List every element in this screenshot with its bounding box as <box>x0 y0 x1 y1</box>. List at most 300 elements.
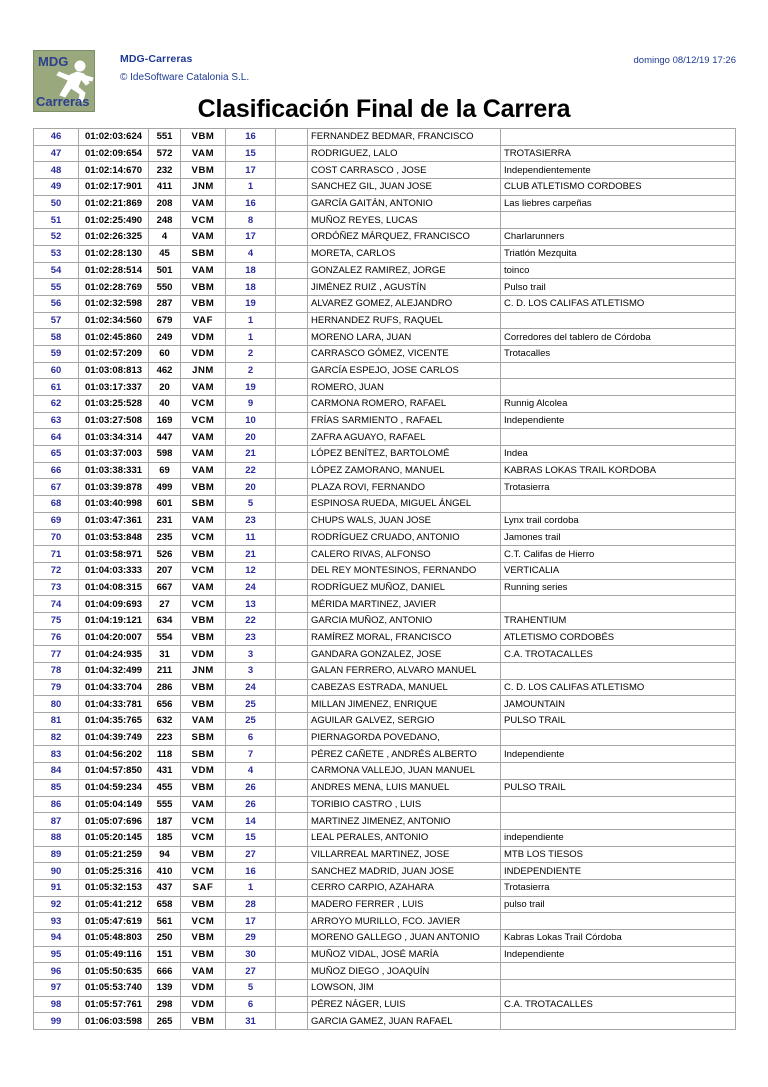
cell-category: JNM <box>181 362 226 379</box>
cell-club <box>501 429 736 446</box>
cell-position: 94 <box>34 930 79 947</box>
brand-name: MDG-Carreras <box>120 53 193 65</box>
table-row <box>34 562 736 579</box>
cell-club: TROTASIERRA <box>501 145 736 162</box>
cell-blank <box>276 896 308 913</box>
table-row <box>34 930 736 947</box>
cell-blank <box>276 162 308 179</box>
cell-club <box>501 813 736 830</box>
cell-position: 98 <box>34 996 79 1013</box>
cell-blank <box>276 312 308 329</box>
cell-category-position: 13 <box>226 596 276 613</box>
cell-runner-name: LEAL PERALES, ANTONIO <box>308 829 501 846</box>
cell-time: 01:02:17:901 <box>79 179 149 196</box>
cell-runner-name: DEL REY MONTESINOS, FERNANDO <box>308 562 501 579</box>
cell-time: 01:02:32:598 <box>79 295 149 312</box>
cell-dorsal: 431 <box>149 763 181 780</box>
cell-dorsal: 601 <box>149 496 181 513</box>
cell-position: 68 <box>34 496 79 513</box>
cell-category-position: 19 <box>226 295 276 312</box>
table-row <box>34 479 736 496</box>
cell-runner-name: HERNANDEZ RUFS, RAQUEL <box>308 312 501 329</box>
cell-club: KABRAS LOKAS TRAIL KORDOBA <box>501 462 736 479</box>
cell-time: 01:04:08:315 <box>79 579 149 596</box>
cell-position: 58 <box>34 329 79 346</box>
cell-dorsal: 169 <box>149 412 181 429</box>
cell-category-position: 17 <box>226 913 276 930</box>
cell-position: 67 <box>34 479 79 496</box>
cell-category: VCM <box>181 562 226 579</box>
cell-time: 01:02:28:514 <box>79 262 149 279</box>
cell-time: 01:03:34:314 <box>79 429 149 446</box>
cell-time: 01:03:25:528 <box>79 396 149 413</box>
table-row <box>34 746 736 763</box>
cell-dorsal: 298 <box>149 996 181 1013</box>
cell-dorsal: 462 <box>149 362 181 379</box>
cell-category-position: 14 <box>226 813 276 830</box>
cell-dorsal: 139 <box>149 980 181 997</box>
table-row <box>34 596 736 613</box>
cell-category: VAM <box>181 379 226 396</box>
cell-runner-name: VILLARREAL MARTINEZ, JOSE <box>308 846 501 863</box>
cell-runner-name: PLAZA ROVI, FERNANDO <box>308 479 501 496</box>
table-row <box>34 863 736 880</box>
cell-club <box>501 1013 736 1030</box>
cell-category: VBM <box>181 612 226 629</box>
cell-category: VCM <box>181 412 226 429</box>
cell-dorsal: 223 <box>149 729 181 746</box>
table-row <box>34 963 736 980</box>
cell-blank <box>276 562 308 579</box>
table-row <box>34 1013 736 1030</box>
cell-dorsal: 20 <box>149 379 181 396</box>
cell-runner-name: SANCHEZ MADRID, JUAN JOSE <box>308 863 501 880</box>
cell-time: 01:04:19:121 <box>79 612 149 629</box>
cell-dorsal: 60 <box>149 345 181 362</box>
cell-position: 69 <box>34 512 79 529</box>
cell-dorsal: 550 <box>149 279 181 296</box>
cell-category: VBM <box>181 779 226 796</box>
table-row <box>34 629 736 646</box>
cell-category: VAM <box>181 446 226 463</box>
cell-time: 01:05:20:145 <box>79 829 149 846</box>
cell-dorsal: 4 <box>149 229 181 246</box>
table-row <box>34 663 736 680</box>
cell-position: 49 <box>34 179 79 196</box>
cell-time: 01:04:59:234 <box>79 779 149 796</box>
cell-category-position: 27 <box>226 846 276 863</box>
cell-club: Indea <box>501 446 736 463</box>
cell-category-position: 10 <box>226 412 276 429</box>
cell-runner-name: PÉREZ NÁGER, LUIS <box>308 996 501 1013</box>
table-row <box>34 279 736 296</box>
cell-category: VBM <box>181 946 226 963</box>
cell-category: VDM <box>181 345 226 362</box>
cell-position: 71 <box>34 546 79 563</box>
cell-club <box>501 362 736 379</box>
cell-category-position: 3 <box>226 646 276 663</box>
cell-runner-name: FERNANDEZ BEDMAR, FRANCISCO <box>308 129 501 146</box>
cell-blank <box>276 396 308 413</box>
cell-position: 90 <box>34 863 79 880</box>
cell-blank <box>276 179 308 196</box>
cell-category: VBM <box>181 896 226 913</box>
cell-club: C.A. TROTACALLES <box>501 646 736 663</box>
cell-category: VAM <box>181 429 226 446</box>
cell-runner-name-overflow <box>311 744 402 746</box>
cell-position: 59 <box>34 345 79 362</box>
cell-category-position: 27 <box>226 963 276 980</box>
cell-time: 01:05:41:212 <box>79 896 149 913</box>
cell-club: Charlarunners <box>501 229 736 246</box>
table-row <box>34 262 736 279</box>
cell-category: SAF <box>181 879 226 896</box>
cell-position: 77 <box>34 646 79 663</box>
cell-position: 47 <box>34 145 79 162</box>
cell-position: 95 <box>34 946 79 963</box>
cell-time: 01:02:03:624 <box>79 129 149 146</box>
cell-category-position: 19 <box>226 379 276 396</box>
cell-time: 01:02:28:130 <box>79 245 149 262</box>
cell-dorsal: 185 <box>149 829 181 846</box>
cell-blank <box>276 713 308 730</box>
results-table <box>33 128 736 1030</box>
cell-runner-name: GONZALEZ RAMIREZ, JORGE <box>308 262 501 279</box>
cell-runner-name: CARMONA ROMERO, RAFAEL <box>308 396 501 413</box>
cell-club: VERTICALIA <box>501 562 736 579</box>
cell-runner-name: MUÑOZ DIEGO , JOAQUÍN <box>308 963 501 980</box>
cell-runner-name: MORETA, CARLOS <box>308 245 501 262</box>
cell-runner-name: AGUILAR GALVEZ, SERGIO <box>308 713 501 730</box>
logo-bottom-text: Carreras <box>36 94 90 109</box>
cell-category-position: 6 <box>226 996 276 1013</box>
cell-time: 01:04:24:935 <box>79 646 149 663</box>
cell-time: 01:03:39:878 <box>79 479 149 496</box>
table-row <box>34 763 736 780</box>
page-header <box>0 0 768 128</box>
cell-blank <box>276 329 308 346</box>
cell-club: TRAHENTIUM <box>501 612 736 629</box>
cell-category: SBM <box>181 245 226 262</box>
cell-dorsal: 667 <box>149 579 181 596</box>
table-row <box>34 429 736 446</box>
cell-time: 01:05:50:635 <box>79 963 149 980</box>
cell-category-position: 18 <box>226 279 276 296</box>
cell-position: 50 <box>34 195 79 212</box>
cell-club <box>501 980 736 997</box>
cell-runner-name: ALVAREZ GOMEZ, ALEJANDRO <box>308 295 501 312</box>
cell-club <box>501 129 736 146</box>
cell-category-position: 11 <box>226 529 276 546</box>
cell-position: 64 <box>34 429 79 446</box>
cell-dorsal: 572 <box>149 145 181 162</box>
cell-blank <box>276 996 308 1013</box>
cell-time: 01:04:57:850 <box>79 763 149 780</box>
cell-club: independiente <box>501 829 736 846</box>
cell-time: 01:03:27:508 <box>79 412 149 429</box>
cell-category-position: 5 <box>226 980 276 997</box>
cell-category-position: 20 <box>226 479 276 496</box>
table-row <box>34 412 736 429</box>
cell-runner-name: ESPINOSA RUEDA, MIGUEL ÁNGEL <box>308 496 501 513</box>
cell-runner-name: GARCIA GAMEZ, JUAN RAFAEL <box>308 1013 501 1030</box>
table-row <box>34 295 736 312</box>
cell-time: 01:03:40:998 <box>79 496 149 513</box>
cell-category-position: 25 <box>226 696 276 713</box>
cell-runner-name: GARCÍA ESPEJO, JOSE CARLOS <box>308 362 501 379</box>
cell-category: JNM <box>181 663 226 680</box>
cell-dorsal: 286 <box>149 679 181 696</box>
cell-category: VDM <box>181 763 226 780</box>
cell-category-position: 1 <box>226 879 276 896</box>
cell-dorsal: 207 <box>149 562 181 579</box>
cell-club <box>501 963 736 980</box>
cell-dorsal: 561 <box>149 913 181 930</box>
cell-dorsal: 27 <box>149 596 181 613</box>
cell-category-position: 16 <box>226 129 276 146</box>
cell-category: VAM <box>181 713 226 730</box>
cell-position: 86 <box>34 796 79 813</box>
cell-time: 01:05:21:259 <box>79 846 149 863</box>
cell-blank <box>276 696 308 713</box>
cell-runner-name: GARCIA MUÑOZ, ANTONIO <box>308 612 501 629</box>
cell-blank <box>276 746 308 763</box>
cell-category: VBM <box>181 846 226 863</box>
cell-runner-name: MADERO FERRER , LUIS <box>308 896 501 913</box>
cell-dorsal: 555 <box>149 796 181 813</box>
table-row <box>34 129 736 146</box>
cell-position: 61 <box>34 379 79 396</box>
cell-runner-name: MILLAN JIMENEZ, ENRIQUE <box>308 696 501 713</box>
cell-position: 51 <box>34 212 79 229</box>
table-row <box>34 980 736 997</box>
cell-dorsal: 598 <box>149 446 181 463</box>
cell-category-position: 26 <box>226 779 276 796</box>
cell-club <box>501 796 736 813</box>
cell-category-position: 26 <box>226 796 276 813</box>
cell-category: VBM <box>181 162 226 179</box>
cell-club: Independiente <box>501 412 736 429</box>
cell-dorsal: 69 <box>149 462 181 479</box>
cell-blank <box>276 946 308 963</box>
cell-runner-name: CARMONA VALLEJO, JUAN MANUEL <box>308 763 501 780</box>
cell-category-position: 24 <box>226 579 276 596</box>
cell-dorsal: 634 <box>149 612 181 629</box>
cell-blank <box>276 779 308 796</box>
cell-position: 88 <box>34 829 79 846</box>
cell-blank <box>276 212 308 229</box>
cell-blank <box>276 829 308 846</box>
table-row <box>34 612 736 629</box>
table-row <box>34 145 736 162</box>
cell-time: 01:03:38:331 <box>79 462 149 479</box>
cell-position: 53 <box>34 245 79 262</box>
cell-position: 96 <box>34 963 79 980</box>
cell-runner-name: ROMERO, JUAN <box>308 379 501 396</box>
cell-time: 01:04:32:499 <box>79 663 149 680</box>
table-row <box>34 179 736 196</box>
cell-blank <box>276 345 308 362</box>
cell-dorsal: 501 <box>149 262 181 279</box>
cell-category-position: 24 <box>226 679 276 696</box>
cell-category-position: 1 <box>226 329 276 346</box>
cell-category: VAM <box>181 262 226 279</box>
cell-position: 63 <box>34 412 79 429</box>
cell-blank <box>276 529 308 546</box>
cell-category-position: 22 <box>226 612 276 629</box>
cell-time: 01:02:09:654 <box>79 145 149 162</box>
cell-category-position: 22 <box>226 462 276 479</box>
cell-category: VBM <box>181 479 226 496</box>
cell-runner-name: GARCÍA GAITÁN, ANTONIO <box>308 195 501 212</box>
cell-dorsal: 455 <box>149 779 181 796</box>
cell-dorsal: 232 <box>149 162 181 179</box>
cell-category-position: 18 <box>226 262 276 279</box>
cell-position: 81 <box>34 713 79 730</box>
cell-blank <box>276 1013 308 1030</box>
cell-blank <box>276 129 308 146</box>
cell-dorsal: 248 <box>149 212 181 229</box>
table-row <box>34 679 736 696</box>
table-row <box>34 696 736 713</box>
cell-category: SBM <box>181 496 226 513</box>
cell-category-position: 30 <box>226 946 276 963</box>
cell-club: Trotasierra <box>501 879 736 896</box>
cell-time: 01:04:03:333 <box>79 562 149 579</box>
cell-time: 01:05:04:149 <box>79 796 149 813</box>
cell-dorsal: 410 <box>149 863 181 880</box>
cell-blank <box>276 980 308 997</box>
cell-blank <box>276 262 308 279</box>
cell-time: 01:04:35:765 <box>79 713 149 730</box>
cell-time: 01:03:17:337 <box>79 379 149 396</box>
cell-blank <box>276 646 308 663</box>
cell-position: 97 <box>34 980 79 997</box>
cell-runner-name: CABEZAS ESTRADA, MANUEL <box>308 679 501 696</box>
cell-blank <box>276 629 308 646</box>
cell-runner-name: MUÑOZ REYES, LUCAS <box>308 212 501 229</box>
cell-category: VAM <box>181 462 226 479</box>
table-row <box>34 496 736 513</box>
cell-category-position: 9 <box>226 396 276 413</box>
cell-category: VAM <box>181 579 226 596</box>
cell-time: 01:04:56:202 <box>79 746 149 763</box>
cell-blank <box>276 846 308 863</box>
cell-time: 01:05:48:803 <box>79 930 149 947</box>
cell-club: Lynx trail cordoba <box>501 512 736 529</box>
cell-blank <box>276 229 308 246</box>
cell-time: 01:04:33:704 <box>79 679 149 696</box>
cell-position: 73 <box>34 579 79 596</box>
cell-category: VAM <box>181 229 226 246</box>
cell-dorsal: 265 <box>149 1013 181 1030</box>
cell-runner-name: PÉREZ CAÑETE , ANDRÉS ALBERTO <box>308 746 501 763</box>
table-row <box>34 729 736 746</box>
cell-position: 82 <box>34 729 79 746</box>
cell-dorsal: 249 <box>149 329 181 346</box>
cell-category: VCM <box>181 212 226 229</box>
cell-category-position: 28 <box>226 896 276 913</box>
cell-club: Triatlón Mezquita <box>501 245 736 262</box>
cell-time: 01:02:34:560 <box>79 312 149 329</box>
cell-club <box>501 913 736 930</box>
cell-time: 01:03:47:361 <box>79 512 149 529</box>
cell-club: Corredores del tablero de Córdoba <box>501 329 736 346</box>
cell-runner-name: CALERO RIVAS, ALFONSO <box>308 546 501 563</box>
cell-club <box>501 596 736 613</box>
cell-blank <box>276 813 308 830</box>
cell-club: MTB LOS TIESOS <box>501 846 736 863</box>
cell-dorsal: 118 <box>149 746 181 763</box>
cell-dorsal: 437 <box>149 879 181 896</box>
cell-category: VAF <box>181 312 226 329</box>
cell-dorsal: 235 <box>149 529 181 546</box>
cell-time: 01:03:08:813 <box>79 362 149 379</box>
cell-dorsal: 208 <box>149 195 181 212</box>
cell-category-position: 20 <box>226 429 276 446</box>
cell-category: VCM <box>181 596 226 613</box>
table-row <box>34 212 736 229</box>
cell-dorsal: 632 <box>149 713 181 730</box>
cell-position: 83 <box>34 746 79 763</box>
table-row <box>34 829 736 846</box>
cell-category: SBM <box>181 729 226 746</box>
cell-time: 01:03:37:003 <box>79 446 149 463</box>
cell-blank <box>276 479 308 496</box>
cell-category: VAM <box>181 512 226 529</box>
cell-runner-name: RODRÍGUEZ CRUADO, ANTONIO <box>308 529 501 546</box>
cell-dorsal: 40 <box>149 396 181 413</box>
cell-position: 76 <box>34 629 79 646</box>
cell-dorsal: 211 <box>149 663 181 680</box>
cell-runner-name: ORDÓÑEZ MÁRQUEZ, FRANCISCO <box>308 229 501 246</box>
cell-category: VCM <box>181 813 226 830</box>
cell-position: 54 <box>34 262 79 279</box>
table-row <box>34 579 736 596</box>
cell-category-position: 17 <box>226 162 276 179</box>
cell-club: Jamones trail <box>501 529 736 546</box>
cell-category-position: 6 <box>226 729 276 746</box>
cell-position: 48 <box>34 162 79 179</box>
cell-club <box>501 763 736 780</box>
cell-runner-name: RODRÍGUEZ MUÑOZ, DANIEL <box>308 579 501 596</box>
cell-runner-name: CERRO CARPIO, AZAHARA <box>308 879 501 896</box>
cell-category-position: 1 <box>226 312 276 329</box>
cell-runner-name: RAMÍREZ MORAL, FRANCISCO <box>308 629 501 646</box>
cell-club: Pulso trail <box>501 279 736 296</box>
cell-category: VCM <box>181 863 226 880</box>
cell-club: Running series <box>501 579 736 596</box>
cell-club <box>501 496 736 513</box>
cell-category-position: 16 <box>226 195 276 212</box>
cell-time: 01:05:07:696 <box>79 813 149 830</box>
cell-category-position: 23 <box>226 629 276 646</box>
cell-blank <box>276 546 308 563</box>
cell-club: Trotacalles <box>501 345 736 362</box>
cell-blank <box>276 729 308 746</box>
cell-club <box>501 212 736 229</box>
cell-blank <box>276 879 308 896</box>
table-row <box>34 512 736 529</box>
cell-time: 01:04:39:749 <box>79 729 149 746</box>
cell-category: VDM <box>181 646 226 663</box>
cell-position: 56 <box>34 295 79 312</box>
table-row <box>34 646 736 663</box>
table-row <box>34 396 736 413</box>
cell-position: 60 <box>34 362 79 379</box>
cell-category: VBM <box>181 930 226 947</box>
cell-blank <box>276 496 308 513</box>
